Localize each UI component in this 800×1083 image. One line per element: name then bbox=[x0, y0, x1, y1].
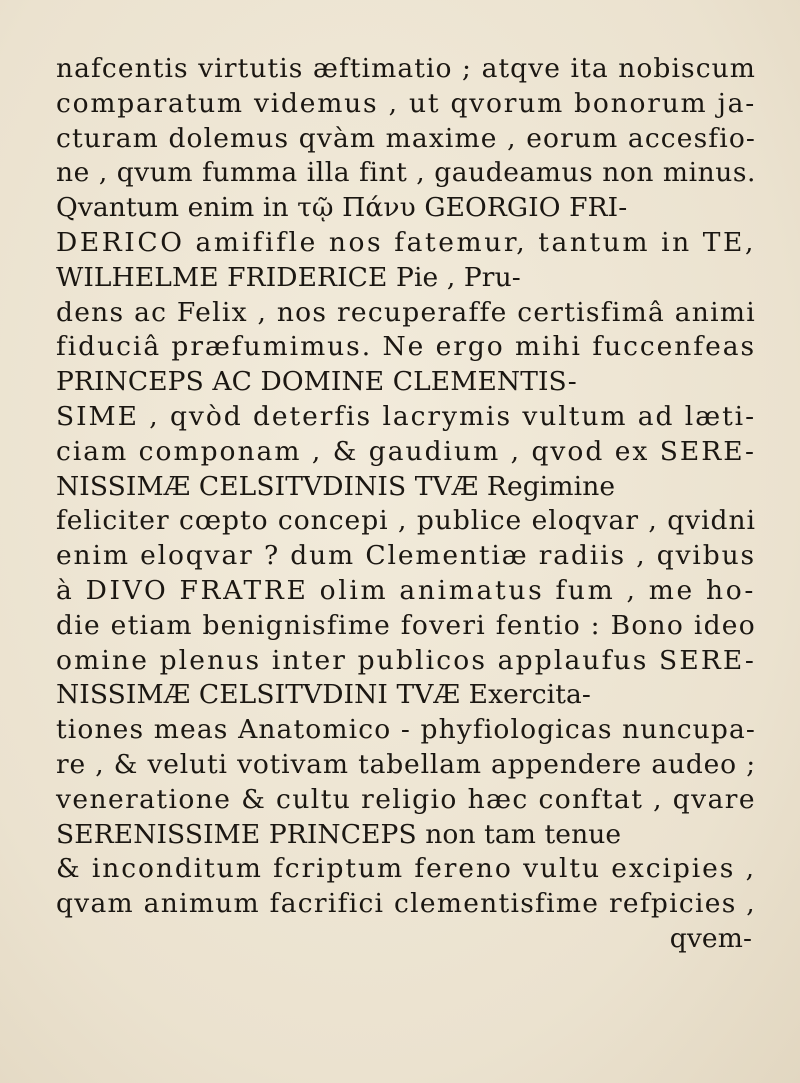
text-line: veneratione & cultu religio hæc conftat , qvare bbox=[56, 783, 756, 815]
text-line: NISSIMÆ CELSITVDINI TVÆ Exercita- bbox=[56, 679, 591, 711]
text-line: DERICO amififle nos fatemur, tantum in TE, bbox=[56, 226, 756, 258]
text-line: omine plenus inter publicos applaufus SERE- bbox=[56, 644, 756, 676]
text-line: NISSIMÆ CELSITVDINIS TVÆ Regimine bbox=[56, 470, 616, 502]
text-line: & inconditum fcriptum fereno vultu excipies , bbox=[56, 853, 756, 885]
text-line: fiduciâ præfumimus. Ne ergo mihi fuccenfeas bbox=[56, 331, 756, 363]
text-line: ne , qvum fumma illa fint , gaudeamus non minus. bbox=[56, 157, 756, 189]
text-line: cturam dolemus qvàm maxime , eorum accesfio- bbox=[56, 122, 756, 154]
text-line: comparatum videmus , ut qvorum bonorum ja- bbox=[56, 87, 756, 119]
text-line: dens ac Felix , nos recuperaffe certisfimâ animi bbox=[56, 296, 756, 328]
body-text bbox=[56, 52, 756, 957]
text-line: qvam animum facrifici clementisfime refpicies , bbox=[56, 888, 756, 920]
text-line: re , & veluti votivam tabellam appendere audeo ; bbox=[56, 748, 756, 780]
text-line: SERENISSIME PRINCEPS non tam tenue bbox=[56, 818, 622, 850]
text-line: SIME , qvòd deterfis lacrymis vultum ad læti- bbox=[56, 400, 756, 432]
text-line: PRINCEPS AC DOMINE CLEMENTIS- bbox=[56, 366, 577, 398]
text-line: Qvantum enim in τῷ Πάνυ GEORGIO FRI- bbox=[56, 192, 628, 224]
catchword: qvem- bbox=[669, 922, 752, 954]
text-line: ciam componam , & gaudium , qvod ex SERE- bbox=[56, 435, 756, 467]
text-line: WILHELME FRIDERICE Pie , Pru- bbox=[56, 261, 521, 293]
text-line: nafcentis virtutis æftimatio ; atqve ita nobiscum bbox=[56, 53, 756, 84]
text-line: feliciter cœpto concepi , publice eloqvar , qvidni bbox=[56, 505, 756, 537]
text-line: enim eloqvar ? dum Clementiæ radiis , qvibus bbox=[56, 540, 756, 572]
text-line: tiones meas Anatomico - phyfiologicas nuncupa- bbox=[56, 714, 756, 746]
text-line: die etiam benignisfime foveri fentio : Bono ideo bbox=[56, 609, 756, 641]
text-line: à DIVO FRATRE olim animatus fum , me ho- bbox=[56, 574, 756, 606]
